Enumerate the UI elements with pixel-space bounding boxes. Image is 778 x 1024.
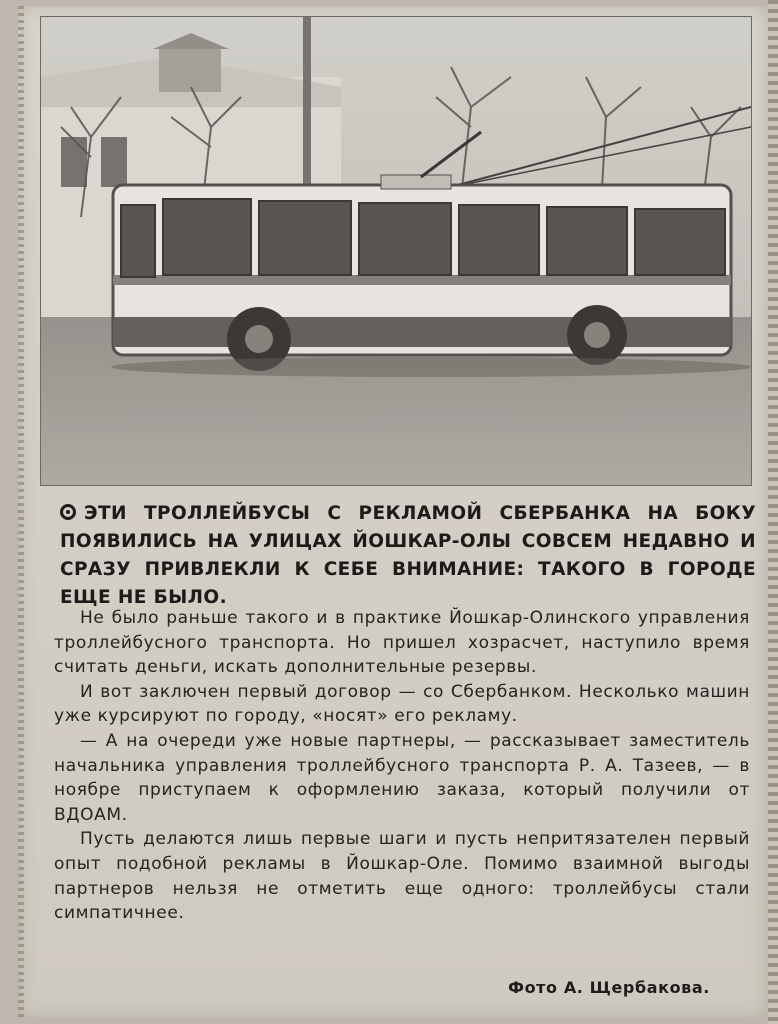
- article-paragraph: — А на очереди уже новые партнеры, — рассказывает заместитель начальника управления троллейбусного транспорта Р. А. Тазеев, — в ноябре приступаем к оформлению заказа, который получили от ВДОАМ.: [54, 730, 750, 825]
- newspaper-clipping: [18, 6, 768, 1018]
- article-paragraph: И вот заключен первый договор — со Сбербанком. Несколько машин уже курсируют по городу, «носят» его рекламу.: [54, 681, 750, 727]
- bullet-icon: [60, 504, 76, 520]
- article-paragraph: Пусть делаются лишь первые шаги и пусть непритязателен первый опыт подобной рекламы в Йошкар-Оле. Помимо взаимной выгоды партнеров нельзя не отметить еще одного: троллейбусы стали симпатичнее.: [54, 829, 750, 924]
- torn-edge: [768, 0, 778, 1024]
- article-paragraph: Не было раньше такого и в практике Йошкар-Олинского управления троллейбусного транспорта. Но пришел хозрасчет, наступило время считать деньги, искать дополнительные резервы.: [54, 608, 750, 678]
- headline-text: ЭТИ ТРОЛЛЕЙБУСЫ С РЕКЛАМОЙ СБЕРБАНКА НА БОКУ ПОЯВИЛИСЬ НА УЛИЦАХ ЙОШКАР-ОЛЫ СОВСЕМ НЕДАВНО И СРАЗУ ПРИВЛЕКЛИ К СЕБЕ ВНИМАНИЕ: ТАКОГО В ГОРОДЕ ЕЩЕ НЕ БЫЛО.: [60, 503, 756, 608]
- article-body: [54, 606, 750, 926]
- trolleybus-photo: [40, 16, 752, 486]
- photo-caption-headline: [60, 500, 756, 612]
- photo-credit: Фото А. Щербакова.: [508, 978, 710, 997]
